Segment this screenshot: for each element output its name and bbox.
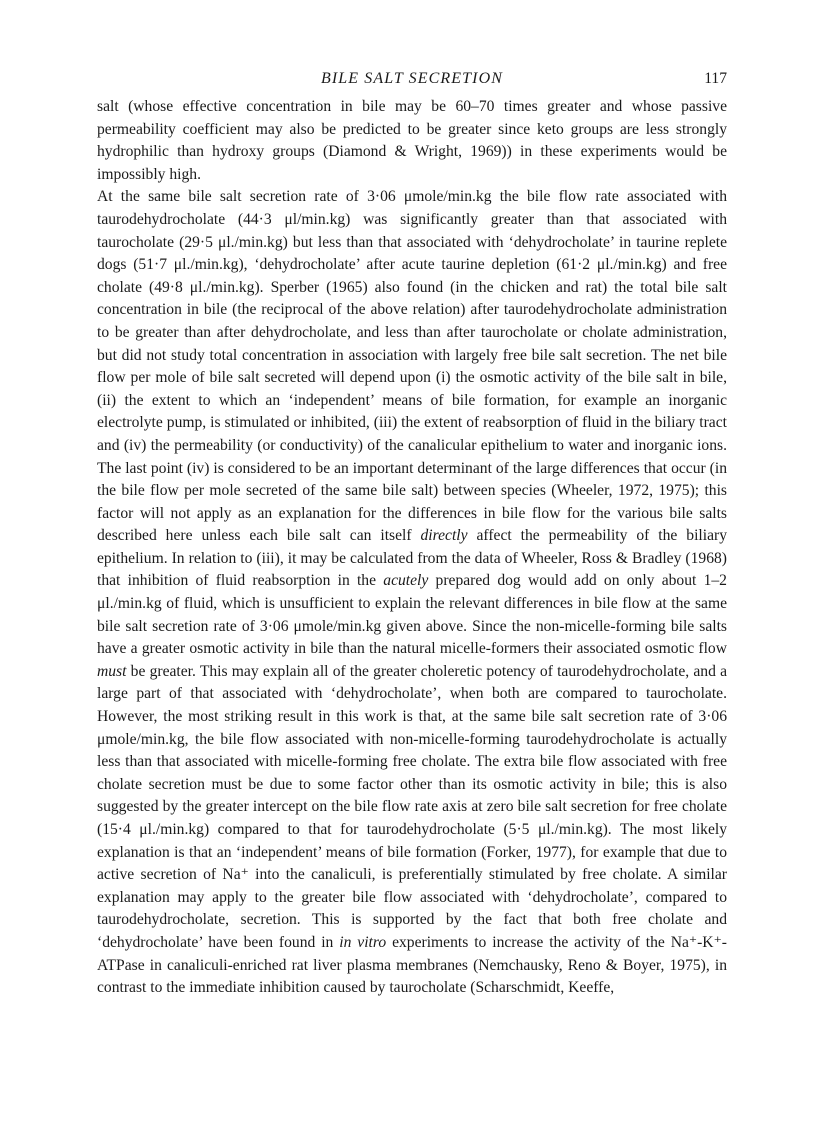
- emphasis-acutely: acutely: [383, 572, 429, 590]
- page-header: [97, 66, 727, 96]
- journal-page: [97, 66, 727, 1000]
- text-run: prepared dog would add on only about 1–2 μl./min.kg of fluid, which is unsufficient to explain the relevant differences in bile flow at the same bile salt secretion rate of 3·06 μmole/min.kg given above. Since the non-micelle-forming bile salts have a greater osmotic activity in bile than the natural micelle-formers their associated osmotic flow: [97, 572, 727, 658]
- paragraph-continuation: salt (whose effective concentration in bile may be 60–70 times greater and whose passive permeability coefficient may also be predicted to be greater since keto groups are less strongly hydrophilic than hydroxy groups (Diamond & Wright, 1969)) in these experiments would be impossibly high.: [97, 98, 727, 183]
- running-title: BILE SALT SECRETION: [320, 70, 504, 87]
- text-run: experiments to increase the activity of the Na⁺-K⁺-ATPase in canaliculi-enriched rat liver plasma membranes (Nemchausky, Reno & Boyer, 1975), in contrast to the immediate inhibition caused by taurocholate (Scharschmidt, Keeffe,: [97, 933, 727, 997]
- page-number: 117: [704, 70, 727, 87]
- emphasis-must: must: [97, 662, 127, 680]
- paragraph-bile-flow: [97, 186, 727, 999]
- text-run: affect the permeability of the biliary epithelium. In relation to (iii), it may be calculated from the data of Wheeler, Ross & Bradley (1968) that inhibition of fluid reabsorption in the: [97, 527, 727, 590]
- emphasis-directly: directly: [420, 527, 468, 545]
- text-run: At the same bile salt secretion rate of 3·06 μmole/min.kg the bile flow rate associated with taurodehydrocholate (44·3 μl/min.kg) was significantly greater than that associated with taurocholate (29·5 μl./min.kg) but less than that associated with ‘dehydrocholate’ in taurine replete dogs (51·7 μl./min.kg), ‘dehydrocholate’ after acute taurine depletion (61·2 μl./min.kg) and free cholate (49·8 μl./min.kg). Sperber (1965) also found (in the chicken and rat) the total bile salt concentration in bile (the reciprocal of the above relation) after taurodehydrocholate administration to be greater than after dehydrocholate, and less than after taurocholate or cholate administration, but did not study total concentration in association with largely free bile salt secretion. The net bile flow per mole of bile salt secreted will depend upon (i) the osmotic activity of the bile salt in bile, (ii) the extent to which an ‘independent’ means of bile formation, for example an inorganic electrolyte pump, is stimulated or inhibited, (iii) the extent of reabsorption of fluid in the biliary tract and (iv) the permeability (or conductivity) of the canalicular epithelium to water and inorganic ions. The last point (iv) is considered to be an important determinant of the large differences that occur (in the bile flow per mole secreted of the same bile salt) between species (Wheeler, 1972, 1975); this factor will not apply as an explanation for the differences in bile flow for the various bile salts described here unless each bile salt can itself: [97, 188, 727, 545]
- emphasis-in-vitro: in vitro: [339, 933, 387, 951]
- text-run: be greater. This may explain all of the greater choleretic potency of taurodehydrocholate, and a large part of that associated with ‘dehydrocholate’, when both are compared to taurocholate. However, the most striking result in this work is that, at the same bile salt secretion rate of 3·06 μmole/min.kg, the bile flow associated with non-micelle-forming taurodehydrocholate is actually less than that associated with micelle-forming free cholate. The extra bile flow associated with free cholate secretion must be due to some factor other than its osmotic activity in bile; this is also suggested by the greater intercept on the bile flow rate axis at zero bile salt secretion for free cholate (15·4 μl./min.kg) compared to that for taurodehydrocholate (5·5 μl./min.kg). The most likely explanation is that an ‘independent’ means of bile formation (Forker, 1977), for example that due to active secretion of Na⁺ into the canaliculi, is preferentially stimulated by free cholate. A similar explanation may apply to the greater bile flow associated with ‘dehydrocholate’, compared to taurodehydrocholate, secretion. This is supported by the fact that both free cholate and ‘dehydrocholate’ have been found in: [97, 662, 727, 951]
